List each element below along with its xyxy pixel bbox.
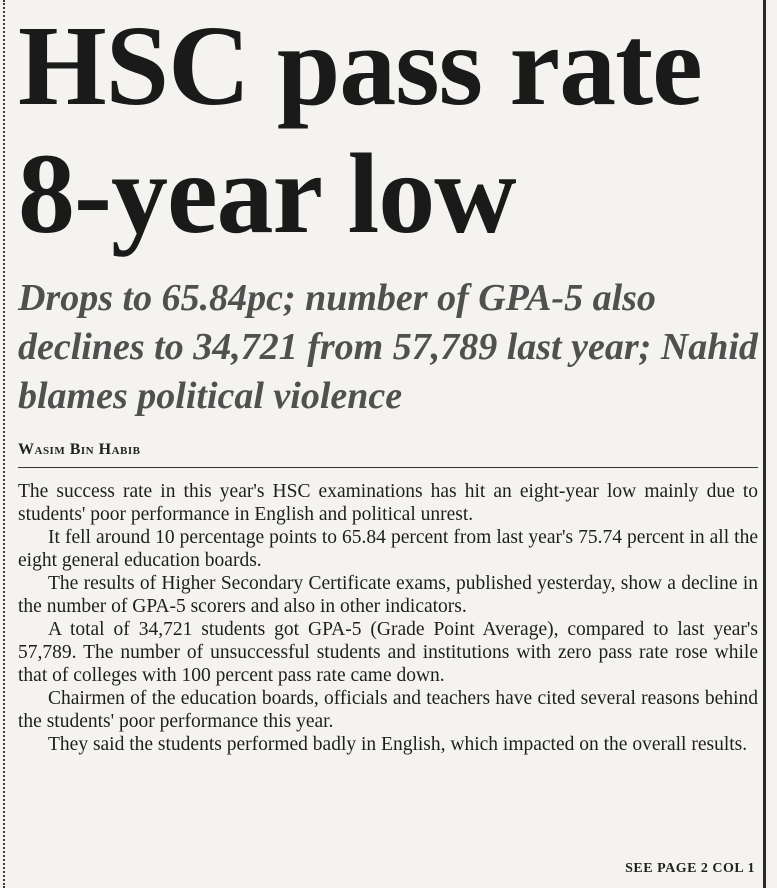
body-paragraph: It fell around 10 percentage points to 65.84 percent from last year's 75.74 percent in all the eight general education boards.	[18, 527, 758, 571]
continuation-jump-line: SEE PAGE 2 COL 1	[625, 861, 755, 876]
subheadline-deck: Drops to 65.84pc; number of GPA-5 also declines to 34,721 from 57,789 last year; Nahid blames political violence	[18, 277, 758, 417]
byline: Wasim Bin Habib	[18, 441, 141, 458]
body-paragraph: The results of Higher Secondary Certificate exams, published yesterday, show a decline in the number of GPA-5 scorers and also in other indicators.	[18, 573, 758, 617]
body-paragraph: The success rate in this year's HSC examinations has hit an eight-year low mainly due to students' poor performance in English and political unrest.	[18, 481, 758, 525]
column-rule-dotted	[3, 0, 5, 888]
body-paragraph: Chairmen of the education boards, officials and teachers have cited several reasons behind the students' poor performance this year.	[18, 688, 758, 732]
body-paragraph: They said the students performed badly in English, which impacted on the overall results.	[48, 734, 748, 755]
column-rule-right	[763, 0, 766, 888]
byline-divider	[18, 467, 758, 468]
article-body	[18, 480, 758, 756]
body-paragraph: A total of 34,721 students got GPA-5 (Grade Point Average), compared to last year's 57,789. The number of unsuccessful students and institutions with zero pass rate rose while that of colleges with 100 percent pass rate came down.	[18, 619, 758, 686]
headline: HSC pass rate 8-year low	[18, 2, 702, 257]
